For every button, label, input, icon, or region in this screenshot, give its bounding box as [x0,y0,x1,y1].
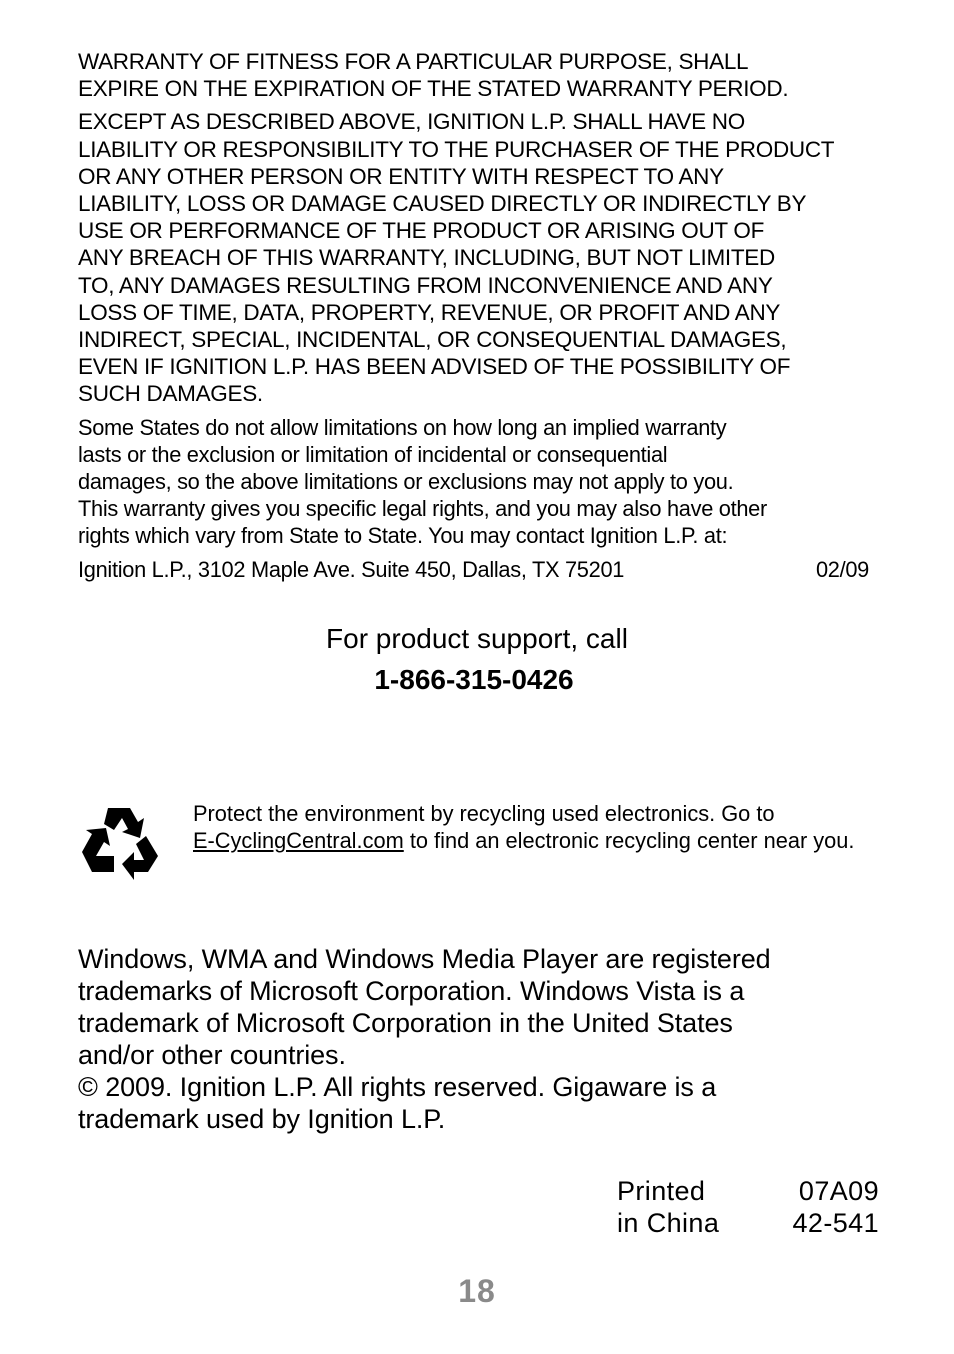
copyright-paragraph: © 2009. Ignition L.P. All rights reserved. Gigaware is a trademark used by Ignition L.P. [78,1072,717,1134]
printed-label: Printed [617,1176,706,1206]
recycling-notice [193,800,883,855]
recycling-text-before: Protect the environment by recycling used electronics. Go to [193,801,775,826]
company-address: Ignition L.P., 3102 Maple Ave. Suite 450, Dallas, TX 75201 [78,556,625,582]
recycle-icon [78,800,162,882]
state-rights-paragraph: Some States do not allow limitations on how long an implied warranty lasts or the exclusion or limitation of incidental or consequential damages, so the above limitations or exclusions may not apply to you. This warranty gives you specific legal rights, and you may also have other rights which vary from State to State. You may contact Ignition L.P. at: [78,414,767,549]
microsoft-trademark-paragraph: Windows, WMA and Windows Media Player are registered trademarks of Microsoft Corporation. Windows Vista is a trademark of Microsoft Corporation in the United States and/or other countries. [78,944,771,1070]
print-code: 07A09 [798,1176,879,1206]
recycling-text-after: to find an electronic recycling center near you. [403,828,855,854]
support-call-text: For product support, call [326,623,628,654]
support-phone-number: 1-866-315-0426 [374,664,574,695]
page-number: 18 [458,1273,496,1309]
liability-disclaimer-paragraph: EXCEPT AS DESCRIBED ABOVE, IGNITION L.P. SHALL HAVE NO LIABILITY OR RESPONSIBILITY TO THE PURCHASER OF THE PRODUCT OR ANY OTHER PERSON OR ENTITY WITH RESPECT TO ANY LIABILITY, LOSS OR DAMAGE CAUSED DIRECTLY OR INDIRECTLY BY USE OR PERFORMANCE OF THE PRODUCT OR ARISING OUT OF ANY BREACH OF THIS WARRANTY, INCLUDING, BUT NOT LIMITED TO, ANY DAMAGES RESULTING FROM INCONVENIENCE AND ANY LOSS OF TIME, DATA, PROPERTY, REVENUE, OR PROFIT AND ANY INDIRECT, SPECIAL, INCIDENTAL, OR CONSEQUENTIAL DAMAGES, EVEN IF IGNITION L.P. HAS BEEN ADVISED OF THE POSSIBILITY OF SUCH DAMAGES. [78,109,835,407]
printed-row-1 [617,1175,879,1207]
printed-info [617,1175,879,1239]
revision-date: 02/09 [815,556,869,582]
e-cycling-central-link[interactable]: E-CyclingCentral.com [193,828,404,854]
country-label: in China [617,1208,720,1238]
warranty-duration-paragraph: WARRANTY OF FITNESS FOR A PARTICULAR PURPOSE, SHALL EXPIRE ON THE EXPIRATION OF THE STATED WARRANTY PERIOD. [78,49,789,102]
printed-row-2 [617,1207,879,1239]
address-line [78,556,883,583]
warranty-section [78,48,883,583]
model-code: 42-541 [792,1208,879,1238]
product-support [0,620,954,702]
trademark-notice [78,943,888,1135]
